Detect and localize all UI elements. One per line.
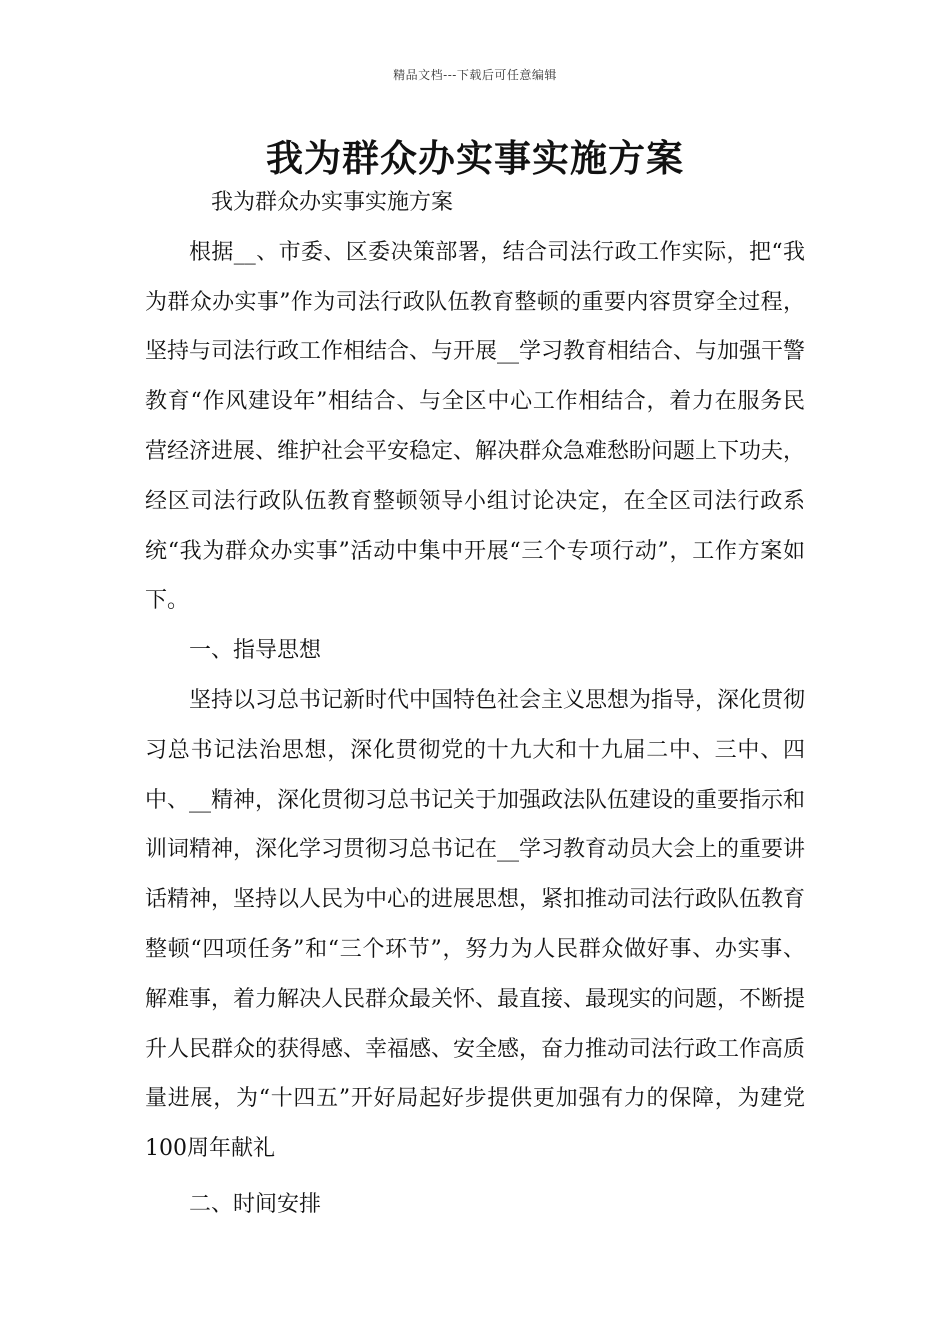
section-heading-guiding-thought: 一、指导思想 — [189, 638, 322, 664]
section-heading-schedule: 二、时间安排 — [189, 1191, 322, 1217]
intro-paragraph: 根据__、市委、区委决策部署，结合司法行政工作实际，把“我为群众办实事”作为司法行政队伍教育整顿的重要内容贯穿全过程，坚持与司法行政工作相结合、与开展__学习教育相结合、与加强干警教育“作风建设年”相结合、与全区中心工作相结合，着力在服务民营经济进展、维护社会平安稳定、解决群众急难愁盼问题上下功夫，经区司法行政队伍教育整顿领导小组讨论决定，在全区司法行政系统“我为群众办实事”活动中集中开展“三个专项行动”，工作方案如下。 — [145, 239, 806, 614]
guiding-thought-paragraph: 坚持以习总书记新时代中国特色社会主义思想为指导，深化贯彻习总书记法治思想，深化贯彻党的十九大和十九届二中、三中、四中、__精神，深化贯彻习总书记关于加强政法队伍建设的重要指示和训词精神，深化学习贯彻习总书记在__学习教育动员大会上的重要讲话精神，坚持以人民为中心的进展思想，紧扣推动司法行政队伍教育整顿“四项任务”和“三个环节”，努力为人民群众做好事、办实事、解难事，着力解决人民群众最关怀、最直接、最现实的问题，不断提升人民群众的获得感、幸福感、安全感，奋力推动司法行政工作高质量进展，为“十四五”开好局起好步提供更加强有力的保障，为建党100周年献礼 — [145, 687, 806, 1162]
document-body — [145, 178, 805, 1230]
document-title: 我为群众办实事实施方案 — [266, 137, 684, 180]
header-note: 精品文档---下载后可任意编辑 — [393, 68, 557, 82]
document-subtitle: 我为群众办实事实施方案 — [211, 190, 454, 215]
